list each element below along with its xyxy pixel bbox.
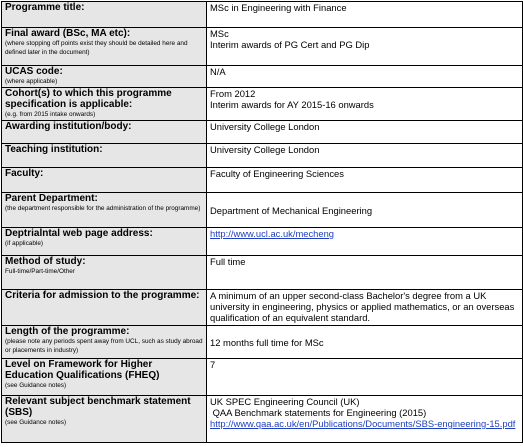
row-label — [2, 256, 207, 290]
programme-length-label: Length of the programme: — [5, 326, 130, 337]
sbs-engineering-council-value: UK SPEC Engineering Council (UK) — [210, 396, 360, 407]
admission-criteria-label: Criteria for admission to the programme: — [5, 290, 200, 301]
table-row — [2, 326, 523, 359]
row-value — [207, 121, 523, 144]
row-value — [207, 2, 523, 28]
table-row — [2, 359, 523, 396]
table-row — [2, 256, 523, 290]
row-value — [207, 28, 523, 66]
table-row — [2, 66, 523, 88]
row-value — [207, 168, 523, 193]
programme-spec-table — [1, 1, 523, 443]
row-label — [2, 66, 207, 88]
web-page-note: (if applicable) — [5, 240, 44, 247]
cohorts-value: From 2012 — [210, 88, 256, 99]
ucas-code-note: (where applicable) — [5, 78, 58, 85]
fheq-level-note: (see Guidance notes) — [5, 382, 67, 389]
parent-department-value: Department of Mechanical Engineering — [210, 204, 373, 216]
table-row — [2, 144, 523, 168]
method-of-study-note: Full-time/Part-time/Other — [5, 268, 75, 275]
row-value — [207, 144, 523, 168]
web-page-label: Deptrialntal web page address: — [5, 228, 153, 239]
table-row — [2, 168, 523, 193]
programme-title-label: Programme title: — [5, 2, 85, 13]
row-value — [207, 359, 523, 396]
ucas-code-label: UCAS code: — [5, 66, 63, 77]
row-value — [207, 88, 523, 121]
sbs-qaa-value: QAA Benchmark statements for Engineering (2015) — [210, 407, 427, 418]
table-row — [2, 396, 523, 443]
cohorts-interim-value: Interim awards for AY 2015-16 onwards — [210, 99, 374, 110]
table-row — [2, 228, 523, 256]
table-row — [2, 193, 523, 228]
method-of-study-label: Method of study: — [5, 256, 86, 267]
awarding-institution-value: University College London — [210, 121, 320, 132]
final-award-value: MSc — [210, 28, 229, 39]
cohorts-note: (e.g. from 2015 intake onwards) — [5, 111, 96, 118]
programme-length-note: (please note any periods spent away from UCL, such as study abroad or placements in industry) — [5, 338, 203, 354]
table-row — [2, 28, 523, 66]
awarding-institution-label: Awarding institution/body: — [5, 121, 132, 132]
row-label — [2, 193, 207, 228]
fheq-level-label: Level on Framework for Higher Education Qualifications (FHEQ) — [5, 359, 160, 381]
teaching-institution-value: University College London — [210, 144, 320, 155]
programme-length-value: 12 months full time for MSc — [210, 336, 324, 348]
teaching-institution-label: Teaching institution: — [5, 144, 103, 155]
table-row — [2, 290, 523, 326]
table-row — [2, 88, 523, 121]
row-label — [2, 144, 207, 168]
row-label — [2, 326, 207, 359]
row-label — [2, 88, 207, 121]
row-label — [2, 228, 207, 256]
parent-department-label: Parent Department: — [5, 193, 98, 204]
row-value — [207, 396, 523, 443]
interim-awards-value: Interim awards of PG Cert and PG Dip — [210, 39, 370, 50]
cohorts-label: Cohort(s) to which this programme specification is applicable: — [5, 88, 172, 110]
row-label — [2, 396, 207, 443]
row-value — [207, 256, 523, 290]
parent-department-note: (the department responsible for the administration of the programme) — [5, 205, 201, 212]
row-label — [2, 121, 207, 144]
sbs-note: (see Guidance notes) — [5, 419, 67, 426]
table-row — [2, 121, 523, 144]
admission-criteria-value: A minimum of an upper second-class Bachelor's degree from a UK university in engineering, physics or applied mathematics, or an overseas qualification of an equivalent standard. — [210, 290, 515, 323]
ucas-code-value: N/A — [210, 66, 226, 77]
row-label — [2, 359, 207, 396]
sbs-qaa-link[interactable]: http://www.qaa.ac.uk/en/Publications/Documents/SBS-engineering-15.pdf — [210, 418, 516, 429]
method-of-study-value: Full time — [210, 256, 246, 267]
row-label — [2, 168, 207, 193]
faculty-label: Faculty: — [5, 168, 44, 179]
row-label — [2, 2, 207, 28]
row-label — [2, 28, 207, 66]
department-web-link[interactable]: http://www.ucl.ac.uk/mecheng — [210, 228, 335, 239]
row-label — [2, 290, 207, 326]
sbs-label: Relevant subject benchmark statement (SBS) — [5, 396, 191, 418]
row-value — [207, 228, 523, 256]
row-value — [207, 66, 523, 88]
row-value — [207, 290, 523, 326]
programme-title-value: MSc in Engineering with Finance — [210, 2, 347, 13]
row-value — [207, 193, 523, 228]
final-award-note: (where stopping off points exist they should be detailed here and defined later in the document) — [5, 40, 188, 56]
table-row — [2, 2, 523, 28]
final-award-label: Final award (BSc, MA etc): — [5, 28, 131, 39]
faculty-value: Faculty of Engineering Sciences — [210, 168, 344, 179]
row-value — [207, 326, 523, 359]
fheq-level-value: 7 — [210, 359, 216, 370]
